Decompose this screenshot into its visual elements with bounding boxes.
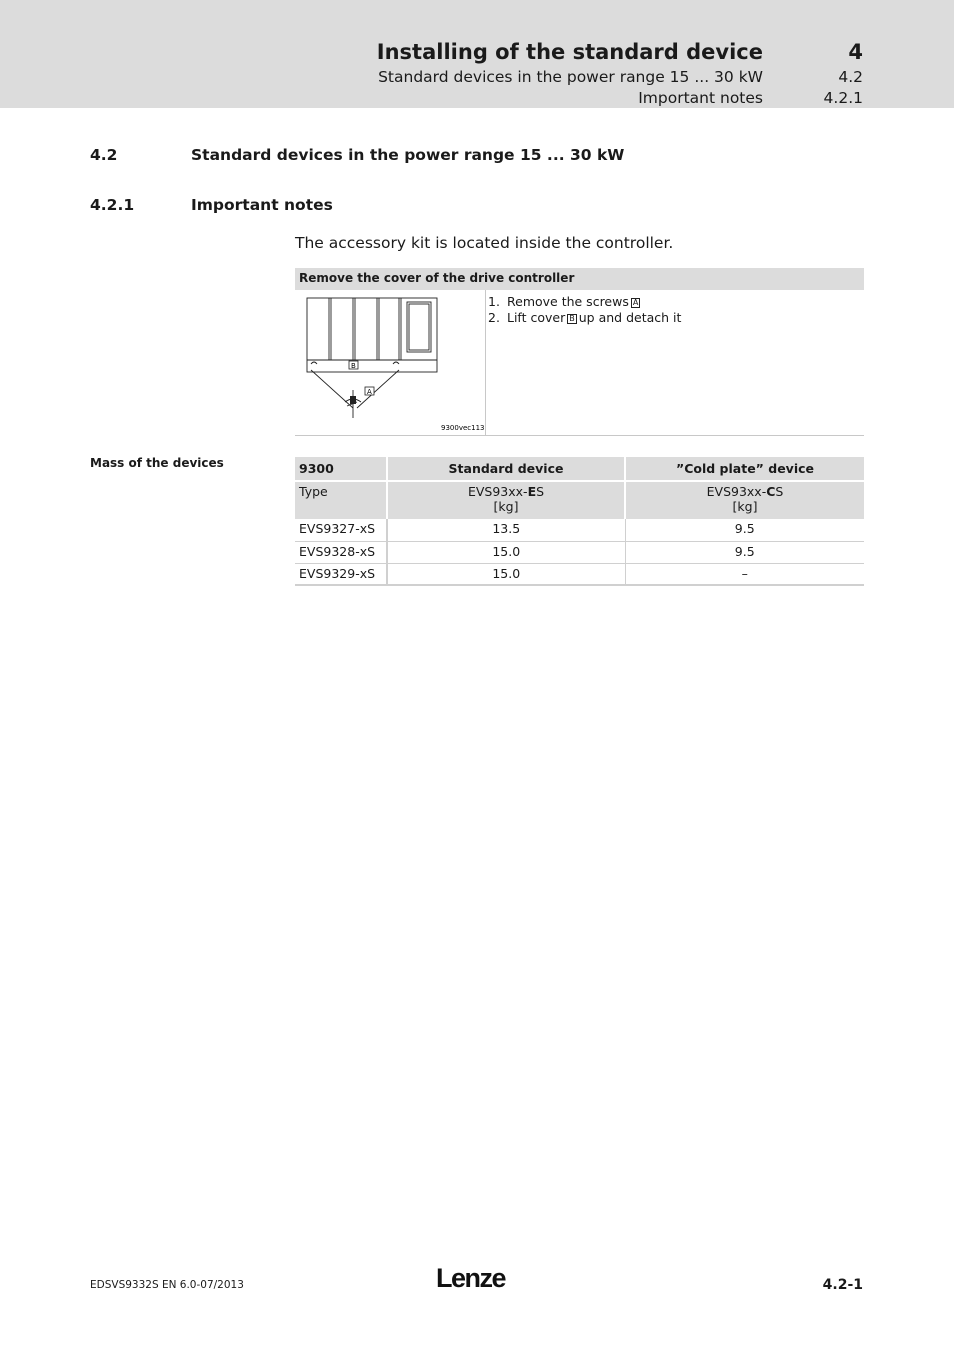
cell-standard-mass: 13.5 xyxy=(387,519,625,541)
cell-cold-plate-mass: 9.5 xyxy=(625,541,864,563)
table-row xyxy=(295,563,864,585)
cell-cold-plate-mass: 9.5 xyxy=(625,519,864,541)
header-section-row xyxy=(378,68,954,86)
figure-label: 9300vec113 xyxy=(441,424,485,432)
header-title-row xyxy=(377,40,954,64)
step-text-end: up and detach it xyxy=(578,310,682,325)
cell-model: EVS9328-xS xyxy=(295,541,387,563)
mass-label: Mass of the devices xyxy=(90,456,224,470)
col-header-model: 9300 xyxy=(295,457,387,481)
col-header-standard: Standard device xyxy=(387,457,625,481)
step-number: 2. xyxy=(488,310,500,325)
figure-marker-b: B xyxy=(351,362,356,370)
header-section-title: Standard devices in the power range 15 ... 30 kW xyxy=(378,68,763,86)
type-cold-plate: EVS93xx-CS [kg] xyxy=(625,481,864,519)
page-number: 4.2-1 xyxy=(822,1277,863,1293)
drive-controller-illustration xyxy=(295,290,485,435)
header-section-number: 4.2 xyxy=(838,68,863,86)
section-number: 4.2 xyxy=(90,146,118,164)
svg-text:Lenze: Lenze xyxy=(436,1263,506,1293)
cell-standard-mass: 15.0 xyxy=(387,563,625,585)
procedure-title: Remove the cover of the drive controller xyxy=(295,268,864,290)
cell-cold-plate-mass: – xyxy=(625,563,864,585)
cell-standard-mass: 15.0 xyxy=(387,541,625,563)
procedure-figure xyxy=(295,290,486,435)
subsection-heading xyxy=(90,196,333,214)
marker-b-box: B xyxy=(569,314,575,323)
header-subsection-row xyxy=(638,89,954,107)
section-heading xyxy=(90,146,624,164)
col-header-cold-plate: ”Cold plate” device xyxy=(625,457,864,481)
type-row xyxy=(295,481,864,519)
header-subsection-number: 4.2.1 xyxy=(823,89,863,107)
step-text: Lift cover xyxy=(507,310,566,325)
chapter-title: Installing of the standard device xyxy=(376,40,763,64)
intro-text: The accessory kit is located inside the controller. xyxy=(295,234,674,252)
procedure-step xyxy=(488,310,681,326)
procedure-steps xyxy=(486,290,683,435)
section-title: Standard devices in the power range 15 ... 30 kW xyxy=(191,146,625,164)
table-row xyxy=(295,541,864,563)
mass-table xyxy=(295,457,864,586)
type-label: Type xyxy=(295,481,387,519)
cell-model: EVS9329-xS xyxy=(295,563,387,585)
chapter-number: 4 xyxy=(848,40,863,64)
procedure-table xyxy=(295,268,864,436)
lenze-logo xyxy=(436,1263,516,1297)
type-standard: EVS93xx-ES [kg] xyxy=(387,481,625,519)
step-number: 1. xyxy=(488,294,500,309)
subsection-number: 4.2.1 xyxy=(90,196,135,214)
figure-marker-a: A xyxy=(367,388,372,396)
procedure-step xyxy=(488,294,681,310)
header-subsection-title: Important notes xyxy=(638,89,763,107)
step-text: Remove the screws xyxy=(507,294,629,309)
footer-doc-id: EDSVS9332S EN 6.0-07/2013 xyxy=(90,1279,244,1291)
marker-a-box: A xyxy=(632,298,639,307)
table-row xyxy=(295,519,864,541)
subsection-title: Important notes xyxy=(191,196,333,214)
cell-model: EVS9327-xS xyxy=(295,519,387,541)
